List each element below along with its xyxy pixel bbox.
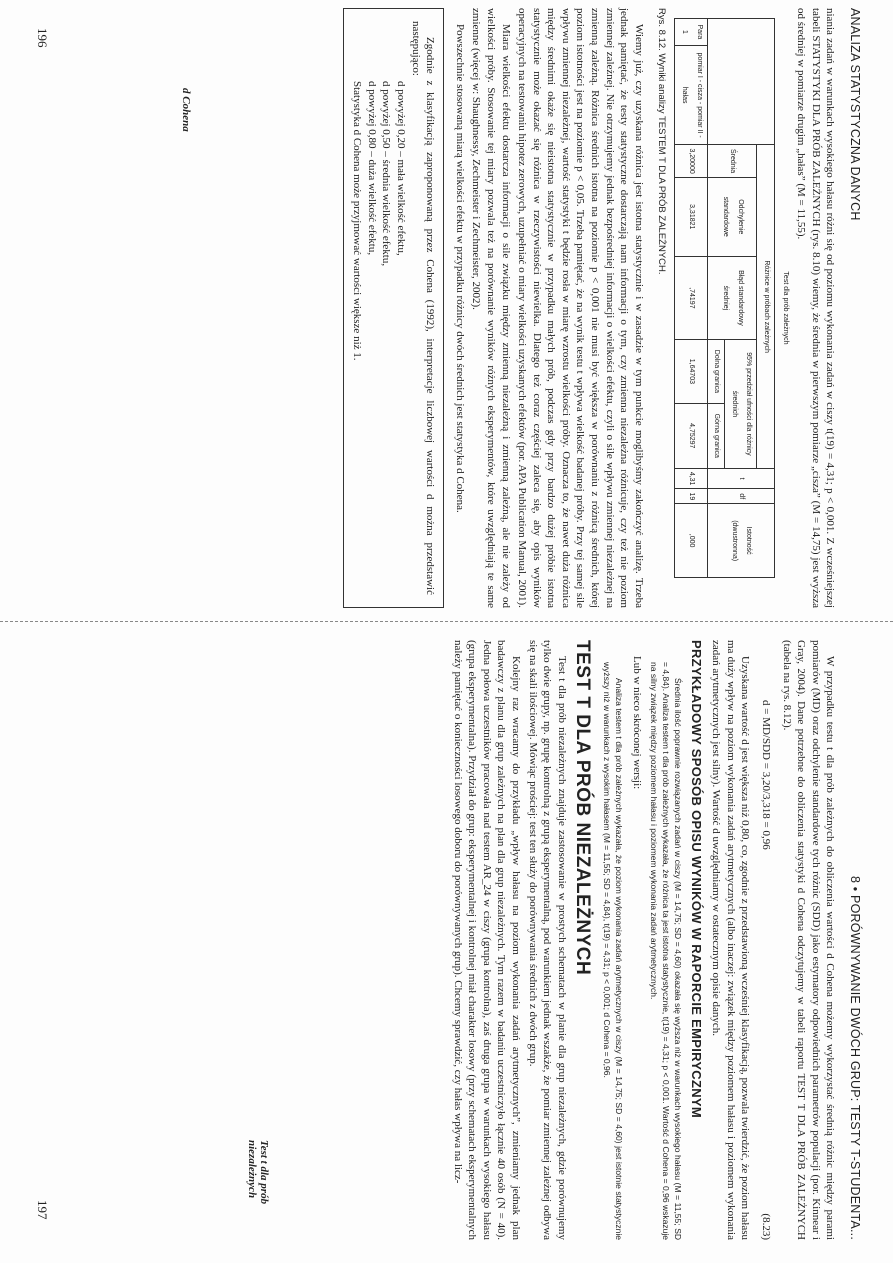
results-table xyxy=(674,18,775,578)
paragraph: Wiemy już, czy uzyskana różnica jest istotna statystycznie i w zasadzie w tym punkcie moglibyśmy zakończyć analizę. Trzeba jednak pamiętać, że testy statystyczne dostarczają nam informacji o tym, czy zmienna niezależna różnicuje, czy też nie poziom zmiennej zależnej. Nie otrzymujemy jednak bezpośredniej informacji o wielkości efektu, czyli o sile wpływu zmiennej niezależnej na zmienną zależną. Różnica średnich istotna na poziomie p < 0,001 nie musi być większa w porównaniu z różnicą średnich, której poziom istotności jest na poziomie p < 0,05. Trzeba pamiętać, że na wynik testu t wpływa wielkość badanej próby. Przy tej samej sile wpływu zmiennej niezależnej, wartość statystyki t będzie rosła w miarę wzrostu wielkości próby. Oznacza to, że nawet duża różnica między średnimi okaże się nieistotna statystycznie w przypadku małych prób, podczas gdy przy bardzo dużej próbie istotna statystycznie może okazać się różnica w rzeczywistości niewielka. Dlatego też coraz częściej zaleca się, aby opis wyników operacyjnych na testowaniu hipotez zerowych, uzupełniać o miary wielkości uzyskanych efektów (por. APA Publication Manual, 2001). xyxy=(516,8,645,608)
box-intro: Zgodnie z klasyfikacją zaproponowaną przez Cohena (1992), interpretacje liczbowej wartości d można przedstawić następująco: xyxy=(409,21,437,595)
example-text: Analiza testem t dla prób zależnych wykazała, że poziom wykonania zadań arytmetycznych w ciszy (M = 14,75; SD = 4,60) jest istotnie statystycznie wyższy niż w warunkach z wysokim hałasem (M = 11,55; SD = 4,84), t(19) = 4,31; p < 0,001; d Cohena = 0,96. xyxy=(602,662,625,1240)
col-header: Górna granica xyxy=(707,403,725,468)
margin-note: d Cohena xyxy=(180,88,192,132)
cell: ,000 xyxy=(675,504,707,578)
figure-caption: Rys. 8.12. Wyniki analizy TESTEM T DLA PRÓB ZALEŻNYCH. xyxy=(656,8,668,275)
page-number: 196 xyxy=(35,28,50,48)
col-header: Błąd standardowy średniej xyxy=(707,256,757,339)
table-title: Test dla prób zależnych xyxy=(781,271,789,345)
paragraph: Test t dla prób niezależnych znajduje zastosowanie w prostych schematach w planie dla grup niezależnych, gdzie porównujemy tylko dwie grupy, np. grupę kontrolną z grupą eksperymentalną, pod warunkiem jednak wszakże, że pomiar zmiennej zależnej odbywa się na skali ilościowej. Mówiąc prościej: test ten służy do porównywania średnich z dwóch grup. xyxy=(526,640,568,1240)
section-heading: PRZYKŁADOWY SPOSÓB OPISU WYNIKÓW W RAPORCIE EMPIRYCZNYM xyxy=(688,640,704,1119)
paragraph: Lub w nieco skróconej wersji: xyxy=(631,656,644,790)
cell: 1,64703 xyxy=(675,340,707,404)
left-page xyxy=(32,8,862,608)
running-head: 8 • PORÓWNYWANIE DWÓCH GRUP: TESTY T-STUDENTA... xyxy=(848,875,862,1240)
group-header: Różnice w próbach zależnych xyxy=(757,145,775,468)
list-item: d powyżej 0,20 – mała wielkość efektu, xyxy=(394,81,407,256)
paragraph: Miara wielkości efektu dostarcza informacji o sile związku między zmienną niezależną i zmienną zależną, ale nie zależy od wielkości próby. Stosowanie tej miary pozwala też na porównanie wyników różnych eksperymentów, które uwzględniają te same zmienne (więcej w: Shaughnessy, Zechmeister i Zechmeister, 2002). xyxy=(470,8,512,608)
list-item: d powyżej 0,50 – średnia wielkość efektu, xyxy=(380,81,393,267)
cell: 4,31 xyxy=(675,468,707,489)
paragraph: Uzyskana wartość d jest większa niż 0,80, co, zgodnie z przedstawioną wcześniej klasyfikacją, pozwala twierdzić, że poziom hałasu ma duży wpływ na poziom wykonania zadań arytmetycznych (albo inaczej: związek między poziomem hałasu i poziomem wykonania zadań arytmetycznych jest silny). Wartość d uwzględniamy w ostatecznym opisie danych. xyxy=(710,640,752,1240)
col-header: df xyxy=(707,489,774,504)
cell: 3,31821 xyxy=(675,177,707,256)
chapter-heading: TEST T DLA PRÓB NIEZALEŻNYCH xyxy=(572,640,594,976)
equation: d = MD/SDD = 3,20/3,318 = 0,96 xyxy=(760,700,773,850)
cell: 19 xyxy=(675,489,707,504)
example-text: Średnia ilość poprawnie rozwiązanych zadań w ciszy (M = 14,75; SD = 4,60) okazała się wyższa niż w warunkach wysokiego hałasu (M = 11,55; SD = 4,84). Analiza testem t dla prób zależnych wykazała, że różnica ta jest istotna statystycznie, t(19) = 4,31; p < 0,001. Wartość d Cohena = 0,96 wskazuje na silny związek między poziomem hałasu i poziomem wykonania zadań arytmetycznych. xyxy=(649,662,684,1240)
col-header: Odchylenie standardowe xyxy=(707,177,757,256)
table-row xyxy=(675,19,707,578)
info-box xyxy=(343,8,445,608)
table-corner xyxy=(707,19,774,145)
col-header: t xyxy=(707,468,774,489)
example-block xyxy=(648,662,684,1240)
equation-row xyxy=(758,640,773,1240)
col-header: Średnia xyxy=(707,145,757,177)
paragraph: W przypadku testu t dla prób zależnych do obliczenia wartości d Cohena możemy wykorzystać średnią różnic między parami pomiarów (MD) oraz odchylenie standardowe tych różnic (SDD) jako estymatory odpowiednich parametrów populacji (por. Kinnear i Gray, 2004). Dane potrzebne do obliczenia statystyki d Cohena odczytujemy w tabeli raportu TEST T DLA PRÓB ZALEŻNYCH (tabela na rys. 8.12). xyxy=(780,640,837,1240)
cell: 4,75297 xyxy=(675,403,707,468)
list-item: d powyżej 0,80 – duża wielkość efektu, xyxy=(365,81,378,256)
right-page xyxy=(27,640,862,1240)
row-label: Para 1 xyxy=(675,19,707,46)
ci-header: 95% przedział ufności dla różnicy średnich xyxy=(725,340,757,469)
row-name: pomiar I - cisza - pomiar II - hałas xyxy=(675,45,707,145)
margin-note: Test t dla prób niezależnych xyxy=(246,1140,270,1205)
page-number: 197 xyxy=(35,1200,50,1220)
cell: 3,20000 xyxy=(675,145,707,177)
col-header: Istotność (dwustronna) xyxy=(707,504,774,578)
equation-number: (8.23) xyxy=(760,1213,773,1240)
col-header: Dolna granica xyxy=(707,340,725,404)
list-item: Statystyka d Cohena może przyjmować wartości większe niż 1. xyxy=(351,81,364,361)
running-head: ANALIZA STATYSTYCZNA DANYCH xyxy=(848,8,862,221)
paragraph: niania zadań w warunkach wysokiego hałasu różni się od poziomu wykonania zadań w ciszy t(19) = 4,31; p < 0,001. Z wcześniejszej tabeli STATYSTYKI DLA PRÓB ZALEŻNYCH (rys. 8.10) wiemy, że średnia w pierwszym pomiarze „cisza” (M = 14,75) jest wyższa od średniej w pomiarze drugim „hałas” (M = 11,55). xyxy=(795,8,837,608)
example-block xyxy=(601,662,625,1240)
paragraph: Powszechnie stosowaną miarą wielkości efektu w przypadku różnicy dwóch średnich jest statystyka d Cohena. xyxy=(453,24,466,513)
paragraph: Kolejny raz wracamy do przykładu „wpływ hałasu na poziom wykonania zadań arytmetycznych”, zmieniamy jednak plan badawczy z planu dla grup zależnych na plan dla grup niezależnych. Tym razem w badaniu uczestniczyło łącznie 40 osób (N = 40). Jedna połowa uczestników pracowała nad testem AR_24 w ciszy (grupa kontrolna), zaś druga grupa w warunkach wysokiego hałasu (grupa eksperymentalna). Przydział do grup: eksperymentalnej i kontrolnej miał charakter losowy (przy schematach eksperymentalnych należy pamiętać o konieczności losowego doboru do porównywanych grup). Chcemy sprawdzić, czy hałas wpływa na licz- xyxy=(451,640,523,1240)
cell: ,74197 xyxy=(675,256,707,339)
page-divider xyxy=(0,621,893,622)
